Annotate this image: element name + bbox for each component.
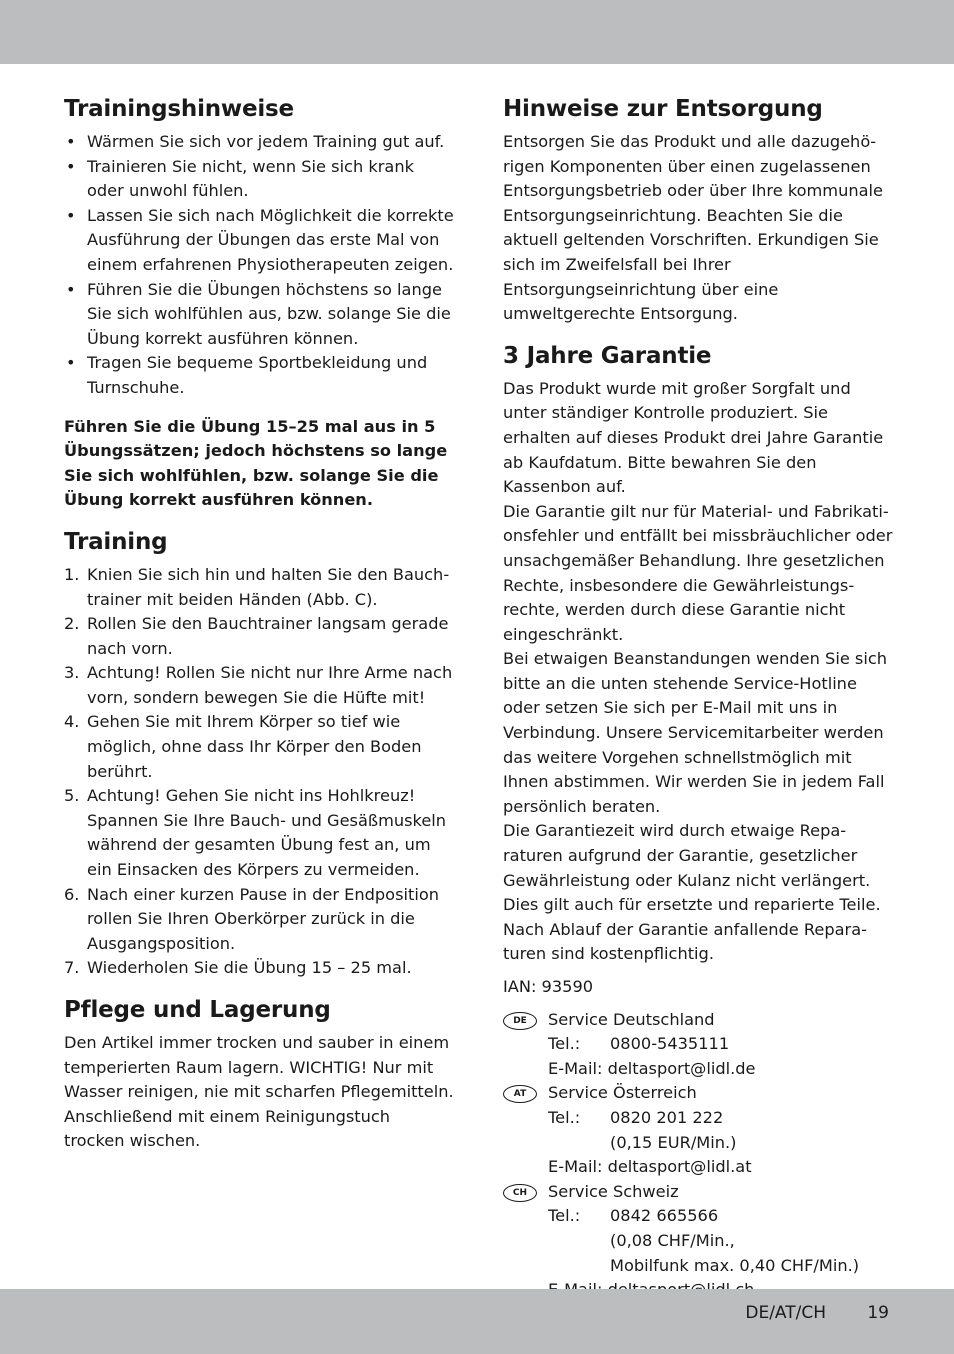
pflege-text: Den Artikel immer trocken und sauber in einem temperierten Raum lagern. WICHTIG! Nur mit Wasser reinigen, nie mit scharfen Pflegemitteln. Anschließend mit einem Reinigungstuch trocken wischen.	[64, 1033, 454, 1151]
bullet-icon: •	[66, 156, 76, 176]
section-heading-entsorgung: Hinweise zur Entsorgung	[503, 96, 823, 122]
garantie-paragraph: Bei etwaigen Beanstandungen wenden Sie sich bitte an die unten stehende Service-Hotline oder setzen Sie sich per E-Mail mit uns in Verbindung. Unsere Servicemitarbeiter werden das weitere Vorgehen schnellstmöglich mit Ihnen abstimmen. Wir werden Sie in jedem Fall persönlich beraten.	[503, 649, 888, 816]
bullet-icon: •	[66, 205, 76, 225]
bold-note: Führen Sie die Übung 15–25 mal aus in 5 Übungssätzen; jedoch höchstens so lange Sie sich wohlfühlen, bzw. solange Sie die Übung korrekt ausführen können.	[64, 416, 448, 510]
list-item: 1. Knien Sie sich hin und halten Sie den Bauchtrainer mit beiden Händen (Abb. C).	[64, 564, 450, 609]
list-item: • Tragen Sie bequeme Sportbekleidung und Turnschuhe.	[66, 353, 428, 397]
service-tel: Tel.: 0842 665566	[548, 1206, 719, 1226]
list-item: 7. Wiederholen Sie die Übung 15 – 25 mal.	[64, 958, 412, 978]
service-tel-note: (0,15 EUR/Min.)	[610, 1132, 737, 1152]
left-column	[64, 94, 454, 1154]
footer-region: DE/AT/CH	[745, 1303, 826, 1323]
ian-number: IAN: 93590	[503, 977, 594, 996]
service-contacts	[503, 1008, 898, 1303]
list-item: 4. Gehen Sie mit Ihrem Körper so tief wie möglich, ohne dass Ihr Körper den Boden berührt.	[64, 712, 422, 781]
entsorgung-text: Entsorgen Sie das Produkt und alle dazugehörigen Komponenten über einen zugelassenen Entsorgungsbetrieb oder über Ihre kommunale Entsorgungseinrichtung. Beachten Sie die aktuell geltenden Vorschriften. Erkundigen Sie sich im Zweifelsfall bei Ihrer Entsorgungseinrichtung über eine umweltgerechte Entsorgung.	[503, 132, 883, 324]
bullet-icon: •	[66, 353, 76, 373]
service-tel: Tel.: 0800-5435111	[548, 1034, 730, 1054]
section-heading-garantie: 3 Jahre Garantie	[503, 342, 712, 369]
list-item: • Führen Sie die Übungen höchstens so lange Sie sich wohlfühlen aus, bzw. solange Sie die Übung korrekt ausführen können.	[66, 279, 451, 348]
country-badge-de-icon: DE	[503, 1012, 537, 1030]
bullet-icon: •	[66, 132, 76, 151]
service-tel: Tel.: 0820 201 222	[548, 1107, 724, 1127]
header-bar	[0, 0, 954, 64]
section-heading-pflege: Pflege und Lagerung	[64, 997, 331, 1023]
garantie-paragraph: Das Produkt wurde mit großer Sorgfalt und unter ständiger Kontrolle produziert. Sie erhalten auf dieses Produkt drei Jahre Garantie ab Kaufdatum. Bitte bewahren Sie den Kassenbon auf.	[503, 378, 884, 497]
country-badge-at-icon: AT	[503, 1085, 537, 1103]
service-title: Service Deutschland	[548, 1009, 715, 1029]
right-column	[503, 94, 898, 1349]
training-tips-list	[64, 130, 454, 401]
list-item: • Trainieren Sie nicht, wenn Sie sich krank oder unwohl fühlen.	[66, 156, 414, 201]
list-item: 6. Nach einer kurzen Pause in der Endposition rollen Sie Ihren Oberkörper zurück in die Ausgangsposition.	[64, 884, 440, 953]
section-heading-training: Training	[64, 528, 168, 555]
country-badge-ch-icon: CH	[503, 1184, 537, 1202]
service-ch	[503, 1180, 898, 1303]
garantie-paragraph: Die Garantiezeit wird durch etwaige Reparaturen aufgrund der Garantie, gesetzlicher Gewährleistung oder Kulanz nicht verlängert. Dies gilt auch für ersetzte und reparierte Teile. Nach Ablauf der Garantie anfallende Reparaturen sind kostenpflichtig.	[503, 821, 881, 964]
list-item: 5. Achtung! Gehen Sie nicht ins Hohlkreuz! Spannen Sie Ihre Bauch- und Gesäßmuskeln während der gesamten Übung fest an, um ein Einsacken des Körpers zu vermeiden.	[64, 786, 447, 880]
list-item: 2. Rollen Sie den Bauchtrainer langsam gerade nach vorn.	[64, 614, 449, 658]
training-steps-list	[64, 563, 454, 981]
service-email: E-Mail: deltasport@lidl.at	[548, 1157, 752, 1177]
service-title: Service Österreich	[548, 1083, 697, 1103]
service-tel-note: (0,08 CHF/Min.,	[610, 1230, 735, 1250]
service-de	[503, 1008, 898, 1082]
service-email: E-Mail: deltasport@lidl.de	[548, 1058, 756, 1078]
bullet-icon: •	[66, 279, 76, 299]
list-item: 3. Achtung! Rollen Sie nicht nur Ihre Arme nach vorn, sondern bewegen Sie die Hüfte mit!	[64, 663, 453, 707]
list-item: • Lassen Sie sich nach Möglichkeit die korrekte Ausführung der Übungen das erste Mal von einem erfahrenen Physiotherapeuten zeigen.	[66, 205, 454, 274]
page-number: 19	[867, 1303, 889, 1323]
service-title: Service Schweiz	[548, 1181, 679, 1201]
list-item: • Wärmen Sie sich vor jedem Training gut auf.	[64, 130, 454, 155]
service-at	[503, 1081, 898, 1179]
service-tel-note: Mobilfunk max. 0,40 CHF/Min.)	[610, 1255, 860, 1275]
garantie-paragraph: Die Garantie gilt nur für Material- und Fabrikationsfehler und entfällt bei missbräuchlicher oder unsachgemäßer Behandlung. Ihre gesetzlichen Rechte, insbesondere die Gewährleistungsrechte, werden durch diese Garantie nicht eingeschränkt.	[503, 501, 893, 644]
section-heading-trainingshinweise: Trainingshinweise	[64, 96, 294, 122]
